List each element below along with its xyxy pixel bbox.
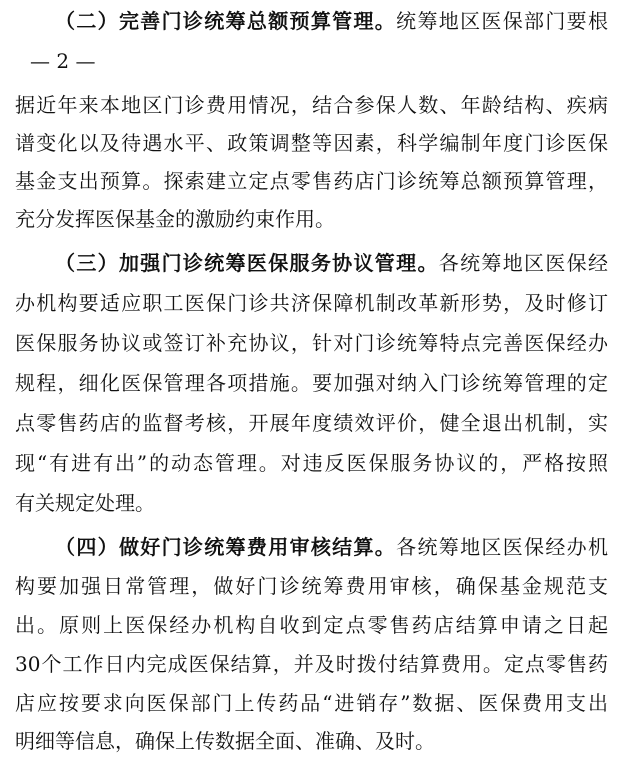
section-2-first-line bbox=[55, 8, 608, 34]
paragraph-line: 充分发挥医保基金的激励约束作用。 bbox=[15, 207, 335, 231]
paragraph-line: 办机构要适应职工医保门诊共济保障机制改革新形势，及时修订 bbox=[15, 291, 608, 315]
section-3-heading: （三）加强门诊统筹医保服务协议管理。 bbox=[55, 251, 439, 275]
paragraph-line: 明细等信息，确保上传数据全面、准确、及时。 bbox=[15, 729, 435, 753]
paragraph-line: 基金支出预算。探索建立定点零售药店门诊统筹总额预算管理， bbox=[15, 169, 608, 193]
section-4-text: 各统筹地区医保经办机 bbox=[396, 535, 608, 559]
paragraph-line: 出。原则上医保经办机构自收到定点零售药店结算申请之日起 bbox=[15, 613, 608, 637]
paragraph-line: 店应按要求向医保部门上传药品“进销存”数据、医保费用支出 bbox=[15, 691, 608, 715]
paragraph-line: 现“有进有出”的动态管理。对违反医保服务协议的，严格按照 bbox=[15, 451, 608, 475]
page-number: — 2 — bbox=[30, 49, 96, 73]
section-2-heading: （二）完善门诊统筹总额预算管理。 bbox=[55, 9, 397, 33]
section-2-text: 统筹地区医保部门要根 bbox=[396, 9, 608, 33]
section-4-first-line bbox=[55, 534, 608, 560]
paragraph-line: 构要加强日常管理，做好门诊统筹费用审核，确保基金规范支 bbox=[15, 574, 608, 598]
section-4-heading: （四）做好门诊统筹费用审核结算。 bbox=[55, 535, 397, 559]
section-3-first-line bbox=[55, 250, 608, 276]
paragraph-line: 30个工作日内完成医保结算，并及时拨付结算费用。定点零售药 bbox=[15, 652, 608, 676]
paragraph-line: 有关规定处理。 bbox=[15, 491, 155, 515]
paragraph-line: 谱变化以及待遇水平、政策调整等因素，科学编制年度门诊医保 bbox=[15, 131, 608, 155]
paragraph-line: 医保服务协议或签订补充协议，针对门诊统筹特点完善医保经办 bbox=[15, 331, 608, 355]
paragraph-line: 点零售药店的监督考核，开展年度绩效评价，健全退出机制，实 bbox=[15, 411, 608, 435]
paragraph-line: 规程，细化医保管理各项措施。要加强对纳入门诊统筹管理的定 bbox=[15, 371, 608, 395]
section-3-text: 各统筹地区医保经 bbox=[438, 251, 608, 275]
paragraph-line: 据近年来本地区门诊费用情况，结合参保人数、年龄结构、疾病 bbox=[15, 93, 608, 117]
